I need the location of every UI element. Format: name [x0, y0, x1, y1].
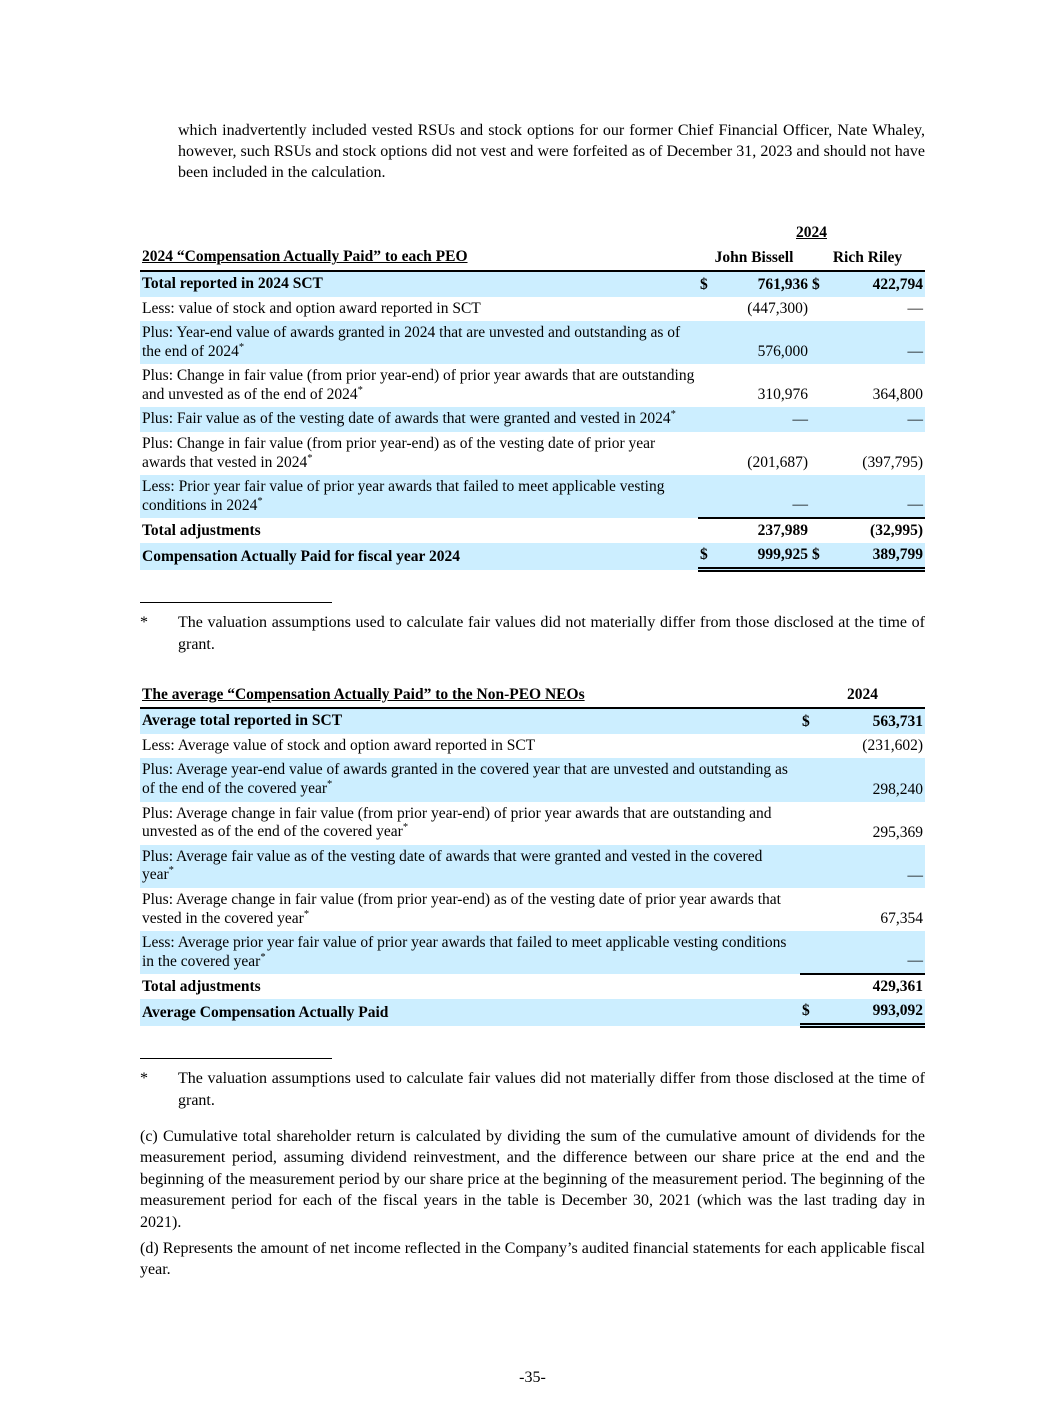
- amount-value: —: [824, 845, 925, 888]
- year-header-row: [140, 221, 925, 245]
- footnote-reference: *: [402, 822, 409, 834]
- amount-value: 295,369: [872, 823, 923, 841]
- currency-symbol: [698, 297, 720, 322]
- row-label: Less: Average value of stock and option award reported in SCT: [142, 736, 536, 754]
- row-label: Plus: Average year-end value of awards granted in the covered year that are unvested and outstanding as of the end of the covered year*: [140, 758, 800, 801]
- peo-table-header-row: [140, 245, 925, 271]
- row-label: Average Compensation Actually Paid: [140, 999, 800, 1026]
- currency-symbol: [810, 475, 838, 518]
- currency-symbol: [800, 758, 824, 801]
- amount-value: —: [720, 407, 810, 432]
- currency-symbol: [698, 475, 720, 518]
- table-row: [140, 931, 925, 974]
- currency-symbol: [698, 432, 720, 475]
- currency-symbol: [810, 321, 838, 364]
- footnote-marker: *: [140, 1070, 148, 1088]
- year-header-cell: [698, 221, 925, 245]
- amount-value: 422,794: [838, 271, 925, 297]
- peo-table-year-header: 2024: [796, 224, 827, 242]
- table-row: [140, 888, 925, 931]
- table-row: [140, 845, 925, 888]
- table-row: [140, 999, 925, 1026]
- footnote-block-2: [140, 1058, 925, 1110]
- table-row: [140, 758, 925, 801]
- row-label: Plus: Fair value as of the vesting date of awards that were granted and vested in 2024*: [140, 407, 698, 432]
- amount-value: —: [838, 475, 925, 518]
- row-label: Compensation Actually Paid for fiscal year 2024: [140, 543, 698, 570]
- footnote-divider: [140, 1058, 332, 1059]
- table-row: [140, 518, 925, 543]
- footnote-reference: *: [670, 409, 676, 421]
- footnote-text: The valuation assumptions used to calculate fair values did not materially differ from those disclosed at the time of grant.: [178, 614, 925, 653]
- amount-value: (201,687): [747, 454, 808, 472]
- footnote-reference: *: [257, 495, 263, 507]
- row-label: Plus: Average fair value as of the vesting date of awards that were granted and vested in the covered year*: [140, 845, 800, 888]
- peo-compensation-table: [140, 221, 925, 572]
- peo-table-body: [140, 271, 925, 570]
- currency-symbol: [800, 931, 824, 974]
- column-header-john-bissell: John Bissell: [698, 245, 810, 271]
- amount-value: 298,240: [824, 758, 925, 801]
- footnote-reference: *: [303, 908, 310, 920]
- amount-value: (447,300): [747, 300, 808, 318]
- row-label: Total reported in 2024 SCT: [140, 271, 698, 297]
- table-row: [140, 974, 925, 999]
- table-row: [140, 364, 925, 407]
- table-row: [140, 407, 925, 432]
- amount-value: —: [824, 931, 925, 974]
- peo-table-title: 2024 “Compensation Actually Paid” to each PEO: [142, 248, 468, 266]
- row-label: Plus: Average change in fair value (from prior year-end) as of the vesting date of prior year awards that vested in the covered year*: [142, 891, 781, 927]
- row-label: Plus: Change in fair value (from prior year-end) of prior year awards that are outstanding and unvested as of the end of 2024*: [142, 367, 695, 403]
- column-header-rich-riley: Rich Riley: [810, 245, 925, 271]
- footnote-reference: *: [168, 865, 174, 877]
- row-label: Plus: Average change in fair value (from prior year-end) of prior year awards that are outstanding and unvested as of the end of the covered year*: [142, 804, 772, 841]
- amount-value: 761,936: [720, 271, 810, 297]
- amount-value: 310,976: [757, 386, 808, 404]
- currency-symbol: [810, 518, 838, 543]
- amount-value: —: [838, 407, 925, 432]
- neo-table-year-header: 2024: [800, 683, 925, 709]
- table-row: [140, 543, 925, 570]
- currency-symbol: [800, 974, 824, 999]
- neo-table-header-row: [140, 683, 925, 709]
- page-number: -35-: [519, 1368, 546, 1386]
- currency-symbol: [810, 297, 838, 322]
- currency-symbol: [800, 888, 824, 931]
- amount-value: (397,795): [862, 454, 923, 472]
- currency-symbol: [698, 407, 720, 432]
- currency-symbol: [800, 845, 824, 888]
- row-label: Plus: Year-end value of awards granted in 2024 that are unvested and outstanding as of the end of 2024*: [140, 321, 698, 364]
- intro-paragraph: which inadvertently included vested RSUs and stock options for our former Chief Financial Officer, Nate Whaley, however, such RSUs and stock options did not vest and were forfeited as of December 31, 2023 and should not have been included in the calculation.: [178, 122, 925, 182]
- table-row: [140, 271, 925, 297]
- table-row: [140, 708, 925, 734]
- table-row: [140, 802, 925, 845]
- currency-symbol: $: [810, 543, 838, 570]
- table-row: [140, 475, 925, 518]
- table-row: [140, 321, 925, 364]
- neo-compensation-table: [140, 683, 925, 1029]
- currency-symbol: $: [698, 543, 720, 570]
- currency-symbol: [800, 802, 824, 845]
- amount-value: 429,361: [824, 974, 925, 999]
- neo-table-body: [140, 708, 925, 1026]
- row-label: Less: Average prior year fair value of prior year awards that failed to meet applicable vesting conditions in the covered year*: [140, 931, 800, 974]
- row-label: Less: Prior year fair value of prior year awards that failed to meet applicable vesting conditions in 2024*: [140, 475, 698, 518]
- amount-value: (32,995): [838, 518, 925, 543]
- currency-symbol: [810, 364, 838, 407]
- row-label: Less: value of stock and option award reported in SCT: [142, 299, 481, 317]
- currency-symbol: [698, 321, 720, 364]
- amount-value: 576,000: [720, 321, 810, 364]
- amount-value: 67,354: [880, 910, 923, 928]
- peo-table-title-cell: [140, 245, 698, 271]
- currency-symbol: [800, 734, 824, 759]
- neo-table-title: The average “Compensation Actually Paid” to the Non-PEO NEOs: [142, 685, 585, 703]
- neo-table-title-cell: [140, 683, 800, 709]
- footnote-reference: *: [238, 341, 245, 353]
- currency-symbol: [810, 432, 838, 475]
- footnote-reference: *: [307, 452, 313, 464]
- footnote-reference: *: [357, 384, 363, 396]
- table-row: [140, 432, 925, 475]
- footnote-divider: [140, 602, 332, 603]
- footnote-reference: *: [327, 778, 333, 790]
- paragraph-c: (c) Cumulative total shareholder return is calculated by dividing the sum of the cumulative amount of dividends for the measurement period, assuming dividend reinvestment, and the difference between our share price at the end and the beginning of the measurement period by our share price at the beginning of the measurement period. The beginning of the measurement period for each of the fiscal years in the table is December 30, 2021 (which was the last trading day in 2021).: [140, 1127, 925, 1231]
- amount-value: 364,800: [872, 386, 923, 404]
- paragraph-d: (d) Represents the amount of net income reflected in the Company’s audited financial statements for each applicable fiscal year.: [140, 1239, 925, 1279]
- amount-value: 389,799: [838, 543, 925, 570]
- table-row: [140, 297, 925, 322]
- amount-value: 999,925: [720, 543, 810, 570]
- currency-symbol: [698, 364, 720, 407]
- currency-symbol: $: [698, 271, 720, 297]
- currency-symbol: $: [800, 999, 824, 1026]
- amount-value: —: [907, 300, 923, 318]
- footnote-block-1: [140, 602, 925, 654]
- row-label: Total adjustments: [142, 521, 261, 539]
- empty-cell: [140, 221, 698, 245]
- footnote: [140, 1068, 925, 1110]
- table-row: [140, 734, 925, 759]
- currency-symbol: $: [800, 708, 824, 734]
- amount-value: 993,092: [824, 999, 925, 1026]
- currency-symbol: $: [810, 271, 838, 297]
- row-label: Plus: Change in fair value (from prior year-end) as of the vesting date of prior year awards that vested in 2024*: [142, 435, 656, 471]
- currency-symbol: [698, 518, 720, 543]
- amount-value: —: [838, 321, 925, 364]
- footnote-reference: *: [260, 951, 266, 963]
- footnote-marker: *: [140, 614, 148, 632]
- currency-symbol: [810, 407, 838, 432]
- footnote-text: The valuation assumptions used to calculate fair values did not materially differ from those disclosed at the time of grant.: [178, 1070, 925, 1109]
- amount-value: —: [720, 475, 810, 518]
- amount-value: (231,602): [862, 737, 923, 755]
- amount-value: 237,989: [720, 518, 810, 543]
- row-label: Total adjustments: [142, 977, 261, 995]
- footnote: [140, 612, 925, 654]
- amount-value: 563,731: [824, 708, 925, 734]
- row-label: Average total reported in SCT: [140, 708, 800, 734]
